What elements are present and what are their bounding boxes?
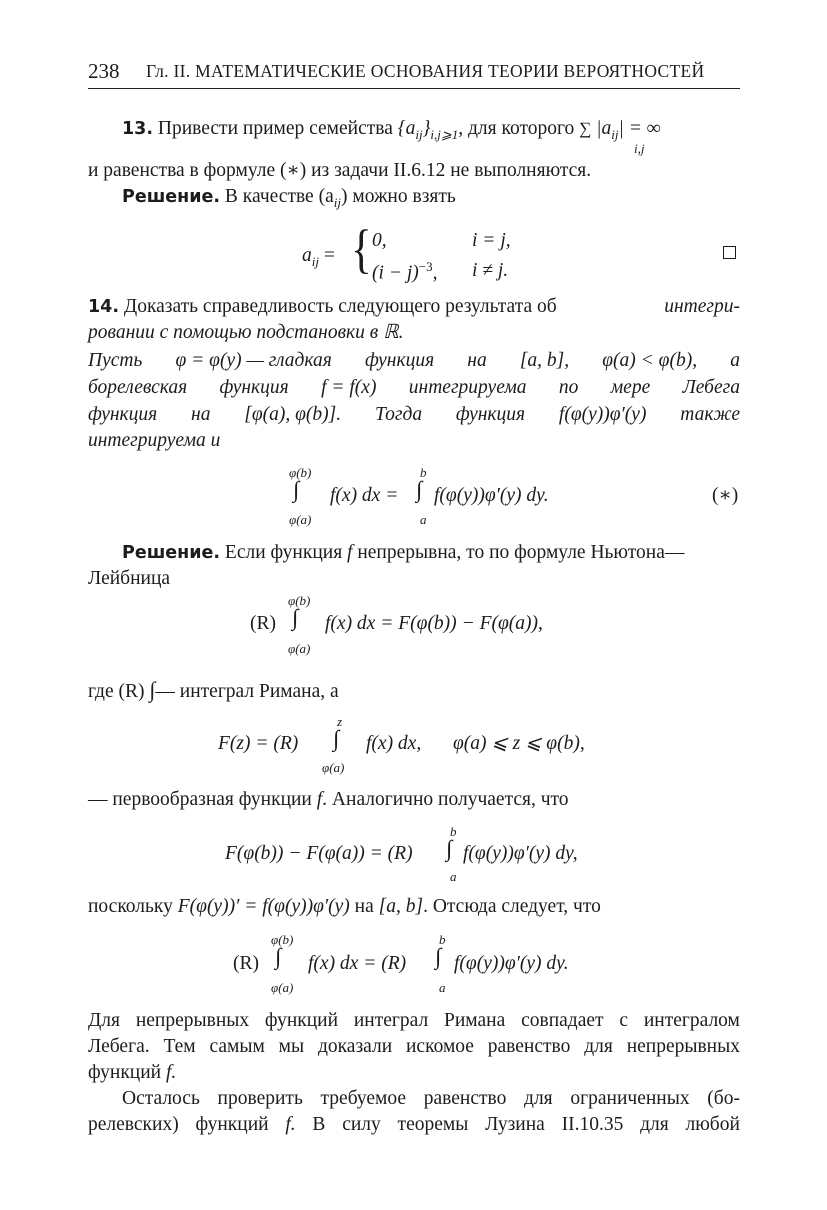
formula-star-right: f(φ(y))φ′(y) dy. (434, 485, 549, 506)
sum-symbol: ∑ (579, 119, 592, 138)
eq4-prefix-r: (R) (233, 953, 259, 974)
where-line: где (R) ∫— интеграл Римана, а (88, 677, 339, 702)
book-page: 238 Гл. II. МАТЕМАТИЧЕСКИЕ ОСНОВАНИЯ ТЕОРИИ ВЕРОЯТНОСТЕЙ 13. Привести пример семейства $\{a_{ij}\}_{i,j⩾1}$, для которого ∑ $|a_{ij}|$ = ∞ i,j и равенства в формуле (∗) из задачи II.6.12 не выполняются. Решение. В качестве $(a_{ij})$ можно взять $a_{ij}$ = { 0, i = j, $(i - j)^{-3}$, i ≠ j. 14. Доказать справедливость следующего результата об интегри- ровании с помощью подстановки в ℝ. Пусть φ = φ(y) — гладкая функция на [a, b], φ(a) < φ(b), а борелевская функция f = f(x) интегрируема по мере Лебега функция на [φ(a), φ(b)]. Тогда функция f(φ(y))φ′(y) также интегрируема и φ(b) ∫ φ(a) f(x) dx = b ∫ a f(φ(y))φ′(y) dy. (∗) Решение. Если функция f непрерывна, то по формуле Ньютона— Лейбница φ(b) ∫ φ(a) (R) f(x) dx = F(φ(b)) − F(φ(a)), где (R) ∫— интеграл Римана, а F(z) = (R) z ∫ φ(a) f(x) dx, φ(a) ⩽ z ⩽ φ(b), — первообразная функции f. Аналогично получается, что F(φ(b)) − F(φ(a)) = (R) b ∫ a f(φ(y))φ′(y) dy, поскольку F(φ(y))′ = f(φ(y))φ′(y) на [a, b]. Отсюда следует, что (R) φ(b) ∫ φ(a) f(x) dx = (R) b ∫ a f(φ(y))φ′(y) dy. Для непрерывных функций интеграл Римана совпадает с интегралом Лебега. Тем самым мы доказали искомое равенство для непрерывных функций f. Осталось проверить требуемое равенство для ограниченных (бо- релевских) функций f. В силу теоремы Лузина II.10.35 для любой (0, 0, 827, 1210)
page-number: 238 (88, 59, 120, 83)
statement-line-2: борелевская функция f = f(x) интегрируема по мере Лебега (88, 377, 740, 398)
paragraph-1-line-1: Для непрерывных функций интеграл Римана совпадает с интегралом (88, 1010, 740, 1031)
since-line: поскольку F(φ(y))′ = f(φ(y))φ′(y) на [a, b]. Отсюда следует, что (88, 896, 601, 917)
formula-tag: (∗) (712, 485, 739, 506)
paragraph-1-line-3: функций f. (88, 1062, 177, 1083)
eq2-lhs: F(z) = (R) (218, 733, 299, 754)
solution-label: Решение. (122, 187, 221, 207)
problem-13-line-2: и равенства в формуле (∗) из задачи II.6.12 не выполняются. (88, 160, 592, 181)
antiderivative-line: — первообразная функции f. Аналогично получается, что (88, 789, 569, 810)
piecewise-lhs: $a_{ij}$ = (302, 245, 335, 269)
eq4-right: f(φ(y))φ′(y) dy. (454, 953, 569, 974)
running-header (88, 56, 740, 89)
statement-line-4: интегрируема и (88, 430, 221, 451)
integral-sign: ∫ (292, 605, 299, 630)
formula-star-left: f(x) dx = (330, 485, 399, 506)
integral-sign: ∫ (435, 944, 442, 969)
problem-14-line-2: ровании с помощью подстановки в ℝ. (88, 322, 404, 343)
integral-sign: ∫ (293, 477, 300, 502)
integral-sign: ∫ (275, 944, 282, 969)
problem-13-number: 13. (122, 119, 154, 139)
problem-14-number: 14. (88, 297, 120, 317)
case-2-value: $(i - j)^{-3}$, (372, 259, 438, 284)
eq3-body: f(φ(y))φ′(y) dy, (463, 843, 578, 864)
sum-expression: $|a_{ij}|$ = ∞ (596, 118, 661, 142)
eq1-prefix: (R) (250, 613, 276, 634)
eq3-lhs: F(φ(b)) − F(φ(a)) = (R) (225, 843, 413, 864)
paragraph-2-line-2: релевских) функций f. В силу теоремы Лузина II.10.35 для любой (88, 1114, 740, 1135)
statement-line-1: Пусть φ = φ(y) — гладкая функция на [a, b], φ(a) < φ(b), а (88, 350, 740, 371)
case-2-condition: i ≠ j. (472, 260, 509, 281)
statement-line-3: функция на [φ(a), φ(b)]. Тогда функция f(φ(y))φ′(y) также (88, 404, 740, 425)
eq2-body: f(x) dx, (366, 733, 422, 754)
brace-icon: { (351, 219, 372, 279)
integral-sign: ∫ (446, 836, 453, 861)
integral-sign: ∫ (416, 477, 423, 502)
eq2-condition: φ(a) ⩽ z ⩽ φ(b), (453, 733, 585, 754)
problem-13-line-1: 13. Привести пример семейства $\{a_{ij}\}_{i,j⩾1}$, для которого ∑ $|a_{ij}|$ = ∞ (122, 118, 661, 142)
paragraph-1-line-2: Лебега. Тем самым мы доказали искомое равенство для непрерывных (88, 1036, 740, 1057)
family-expression: $\{a_{ij}\}_{i,j⩾1}$ (397, 118, 459, 142)
eq1-body: f(x) dx = F(φ(b)) − F(φ(a)), (325, 613, 543, 634)
case-1-condition: i = j, (472, 230, 511, 251)
solution-14-line-1: Решение. Если функция f непрерывна, то по формуле Ньютона— (122, 542, 685, 563)
solution-13-line: Решение. В качестве $(a_{ij})$ можно взять (122, 186, 456, 210)
sum-index: i,j (634, 141, 645, 156)
case-1-value: 0, (372, 230, 387, 251)
integral-sign: ∫ (333, 726, 340, 751)
eq4-left: f(x) dx = (R) (308, 953, 407, 974)
paragraph-2-line-1: Осталось проверить требуемое равенство для ограниченных (бо- (122, 1088, 740, 1109)
solution-14-line-2: Лейбница (88, 568, 171, 589)
solution-label: Решение. (122, 543, 221, 563)
qed-square-icon (723, 246, 736, 259)
problem-14-line-1: 14. Доказать справедливость следующего результата об интегри- (88, 296, 740, 317)
running-title: Гл. II. МАТЕМАТИЧЕСКИЕ ОСНОВАНИЯ ТЕОРИИ ВЕРОЯТНОСТЕЙ (146, 61, 705, 81)
